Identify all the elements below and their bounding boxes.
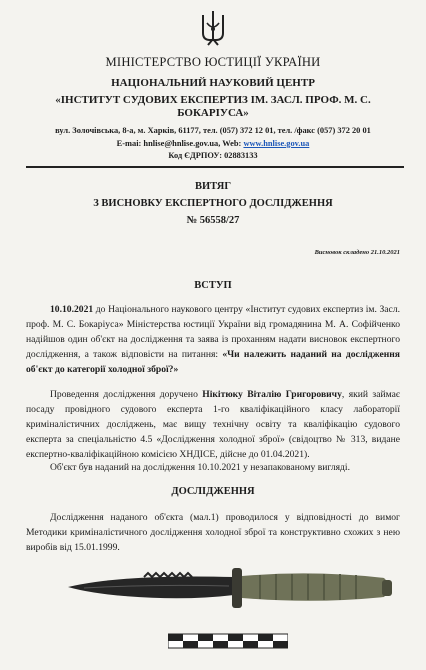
expert-question: «Чи належить наданий на дослідження об'єкт до категорії холодної зброї?» (26, 348, 400, 375)
intro-paragraph-1 (26, 303, 400, 378)
intro-heading: ВСТУП (194, 280, 232, 291)
header-divider (26, 166, 404, 168)
expert-name: Нікітюку Віталію Григоровичу (202, 389, 342, 400)
knife-pommel (382, 580, 392, 596)
expert-qualification: , який займає посаду провідного судового експерта 1-го кваліфікаційного класу лабораторії криміналістичних досліджень, має вищу технічну освіту та кваліфікацію судового експерта за спеціальністю 4.5 «Дослідження холодної зброї» (свідоцтво № 313, видане експертно-кваліфікаційною комісією ХНДІСЕ, дійсне до 01.04.2021). (26, 389, 401, 460)
center-name-line2: «ІНСТИТУТ СУДОВИХ ЕКСПЕРТИЗ ІМ. ЗАСЛ. ПРОФ. М. С. (55, 94, 371, 106)
email-text: E-mai: hnlise@hnlise.gov.ua, Web: (116, 139, 244, 148)
research-heading: ДОСЛІДЖЕННЯ (171, 486, 255, 497)
knife-photo (64, 560, 396, 616)
website-link[interactable]: www.hnlise.gov.ua (243, 139, 310, 148)
center-name-line3: БОКАРІУСА» (177, 107, 249, 119)
research-paragraph-1: Дослідження наданого об'єкта (мал.1) проводилося у відповідності до вимог Методики криміналістичного дослідження холодної зброї та конструктивно схожих з нею виробів від 15.01.1999. (26, 512, 400, 553)
received-date: 10.10.2021 (50, 304, 94, 315)
center-name-line1: НАЦІОНАЛЬНИЙ НАУКОВИЙ ЦЕНТР (111, 77, 315, 89)
address-line: вул. Золочівська, 8-а, м. Харків, 61177, тел. (057) 372 12 01, тел. /факс (057) 372 20 01 (55, 126, 371, 135)
knife-serration (144, 573, 192, 577)
trident-emblem-icon (200, 9, 226, 49)
intro-paragraph-3: Об'єкт був наданий на дослідження 10.10.2021 у незапакованому вигляді. (50, 462, 350, 473)
document-number: № 56558/27 (186, 215, 240, 226)
document-title: ВИТЯГ (194, 181, 232, 192)
edrpou-code: Код ЄДРПОУ: 02883133 (168, 151, 258, 160)
contact-line (0, 139, 426, 148)
document-subtitle: З ВИСНОВКУ ЕКСПЕРТНОГО ДОСЛІДЖЕННЯ (93, 198, 333, 209)
intro-text: до Національного наукового центру «Інститут судових експертиз ім. Засл. проф. М. С. Бокаріуса» Міністерства юстиції України від громадянина М. А. Софійченко надійшов один об'єкт на дослідження та заява із проханням надати висновок експертного дослідження, а також відповісти на питання: (26, 304, 400, 360)
knife-guard (232, 568, 242, 608)
conclusion-date: Висновок складено 21.10.2021 (314, 249, 400, 256)
ministry-name: МІНІСТЕРСТВО ЮСТИЦІЇ УКРАЇНИ (105, 55, 321, 69)
intro-paragraph-2 (26, 388, 400, 463)
assignment-text: Проведення дослідження доручено (50, 389, 203, 400)
knife-handle (242, 573, 389, 600)
scale-ruler (168, 630, 288, 652)
